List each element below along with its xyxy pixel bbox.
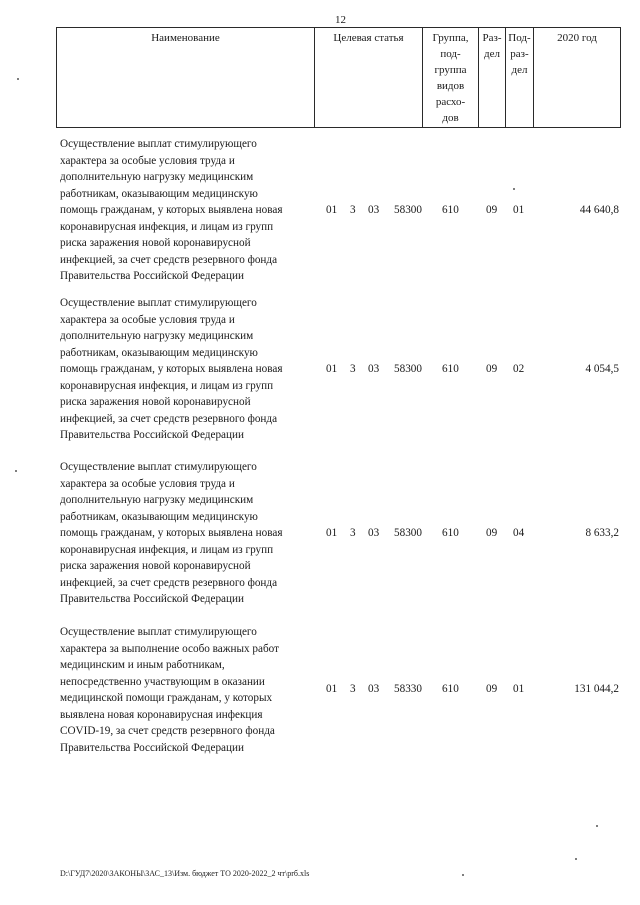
code-section: 09 bbox=[486, 527, 498, 539]
code-group: 610 bbox=[442, 363, 459, 375]
code-group: 610 bbox=[442, 527, 459, 539]
row-name-line: Правительства Российской Федерации bbox=[60, 593, 244, 605]
header-group-line: расхо- bbox=[435, 96, 466, 108]
row-name-line: риска заражения новой коронавирусной bbox=[60, 237, 251, 249]
row-name-line: инфекцией, за счет средств резервного фонда bbox=[60, 412, 278, 425]
code-subsection: 02 bbox=[513, 363, 525, 375]
row-name-line: характера за особые условия труда и bbox=[60, 154, 235, 167]
header-target-article bbox=[315, 28, 423, 127]
row-name-line: Осуществление выплат стимулирующего bbox=[60, 461, 257, 473]
code-direction: 58300 bbox=[394, 204, 422, 216]
code-subsection: 01 bbox=[513, 683, 525, 695]
code-subprogram: 3 bbox=[350, 683, 356, 695]
code-subsection: 04 bbox=[513, 527, 525, 539]
code-subsection: 01 bbox=[513, 204, 525, 216]
header-subsection-line: раз- bbox=[510, 48, 529, 60]
row-name-line: работникам, оказывающим медицинскую bbox=[60, 187, 258, 200]
table-header bbox=[56, 27, 621, 128]
row-name bbox=[60, 624, 330, 756]
code-section: 09 bbox=[486, 204, 498, 216]
code-main-activity: 03 bbox=[368, 683, 380, 695]
row-name-line: медицинской помощи гражданам, у которых bbox=[60, 692, 273, 704]
row-name-line: помощь гражданам, у которых выявлена новая bbox=[60, 363, 283, 375]
row-name-line: Правительства Российской Федерации bbox=[60, 270, 244, 282]
row-name-line: коронавирусная инфекция, и лицам из групп bbox=[60, 543, 274, 556]
row-name-line: коронавирусная инфекция, и лицам из групп bbox=[60, 220, 274, 233]
header-group-line: группа bbox=[434, 64, 467, 76]
header-subsection-line: Под- bbox=[508, 32, 531, 44]
header-subsection-line: дел bbox=[511, 64, 528, 76]
code-subprogram: 3 bbox=[350, 204, 356, 216]
row-name bbox=[60, 295, 330, 444]
code-program: 01 bbox=[326, 363, 338, 375]
header-subsection bbox=[506, 28, 534, 127]
header-group-line: Группа, bbox=[432, 32, 469, 44]
row-name-line: Осуществление выплат стимулирующего bbox=[60, 297, 257, 309]
row-name-line: риска заражения новой коронавирусной bbox=[60, 560, 251, 572]
header-group bbox=[423, 28, 479, 127]
amount-value: 131 044,2 bbox=[574, 683, 619, 695]
code-program: 01 bbox=[326, 527, 338, 539]
row-name-line: помощь гражданам, у которых выявлена новая bbox=[60, 527, 283, 539]
row-name-line: Правительства Российской Федерации bbox=[60, 741, 244, 754]
file-path-footer: D:\ГУД7\2020\ЗАКОНЫ\ЗАС_13\Изм. бюджет ТО 2020-2022_2 чт\рrб.xls bbox=[60, 869, 310, 878]
row-name-line: выявлена новая коронавирусная инфекция bbox=[60, 708, 263, 721]
code-main-activity: 03 bbox=[368, 363, 380, 375]
code-subprogram: 3 bbox=[350, 527, 356, 539]
row-name-line: характера за особые условия труда и bbox=[60, 477, 235, 490]
header-section-line: дел bbox=[484, 48, 500, 60]
row-name-line: непосредственно участвующим в оказании bbox=[60, 675, 265, 688]
code-group: 610 bbox=[442, 204, 459, 216]
row-name bbox=[60, 459, 330, 608]
row-name-line: медицинским и иным работникам, bbox=[60, 659, 225, 671]
row-name-line: Осуществление выплат стимулирующего bbox=[60, 138, 257, 150]
row-name bbox=[60, 136, 330, 285]
header-section bbox=[479, 28, 506, 127]
code-program: 01 bbox=[326, 204, 338, 216]
code-direction: 58300 bbox=[394, 527, 422, 539]
code-program: 01 bbox=[326, 683, 338, 695]
code-main-activity: 03 bbox=[368, 527, 380, 539]
code-section: 09 bbox=[486, 683, 498, 695]
row-name-line: дополнительную нагрузку медицинским bbox=[60, 330, 254, 342]
row-name-line: работникам, оказывающим медицинскую bbox=[60, 346, 258, 359]
header-group-line: под- bbox=[440, 48, 461, 60]
row-name-line: инфекцией, за счет средств резервного фонда bbox=[60, 576, 278, 589]
header-name-label: Наименование bbox=[151, 32, 220, 44]
row-name-line: характера за особые условия труда и bbox=[60, 313, 235, 326]
scan-speck bbox=[462, 874, 464, 876]
page-number: 12 bbox=[335, 14, 346, 26]
code-main-activity: 03 bbox=[368, 204, 380, 216]
header-group-line: дов bbox=[442, 112, 459, 124]
row-name-line: работникам, оказывающим медицинскую bbox=[60, 510, 258, 523]
row-name-line: характера за выполнение особо важных работ bbox=[60, 642, 279, 655]
code-section: 09 bbox=[486, 363, 498, 375]
row-name-line: Правительства Российской Федерации bbox=[60, 429, 244, 441]
code-subprogram: 3 bbox=[350, 363, 356, 375]
code-direction: 58330 bbox=[394, 683, 422, 695]
amount-value: 44 640,8 bbox=[579, 204, 619, 216]
amount-value: 8 633,2 bbox=[585, 527, 619, 539]
header-year-label: 2020 год bbox=[557, 32, 597, 44]
amount-value: 4 054,5 bbox=[585, 363, 619, 375]
row-name-line: COVID-19, за счет средств резервного фонда bbox=[60, 725, 275, 737]
row-name-line: инфекцией, за счет средств резервного фонда bbox=[60, 253, 278, 266]
row-name-line: Осуществление выплат стимулирующего bbox=[60, 626, 257, 638]
header-year bbox=[534, 28, 620, 127]
header-name bbox=[57, 28, 315, 127]
code-group: 610 bbox=[442, 683, 459, 695]
scan-speck bbox=[596, 825, 598, 827]
header-target-article-label: Целевая статья bbox=[333, 32, 404, 44]
row-name-line: дополнительную нагрузку медицинским bbox=[60, 171, 254, 183]
row-name-line: коронавирусная инфекция, и лицам из групп bbox=[60, 379, 274, 392]
header-group-line: видов bbox=[436, 80, 465, 92]
scan-speck bbox=[17, 78, 19, 80]
row-name-line: дополнительную нагрузку медицинским bbox=[60, 494, 254, 506]
header-section-line: Раз- bbox=[482, 32, 502, 44]
code-direction: 58300 bbox=[394, 363, 422, 375]
row-name-line: риска заражения новой коронавирусной bbox=[60, 396, 251, 408]
scan-speck bbox=[15, 470, 17, 472]
row-name-line: помощь гражданам, у которых выявлена новая bbox=[60, 204, 283, 216]
scan-speck bbox=[513, 188, 515, 190]
scan-speck bbox=[575, 858, 577, 860]
